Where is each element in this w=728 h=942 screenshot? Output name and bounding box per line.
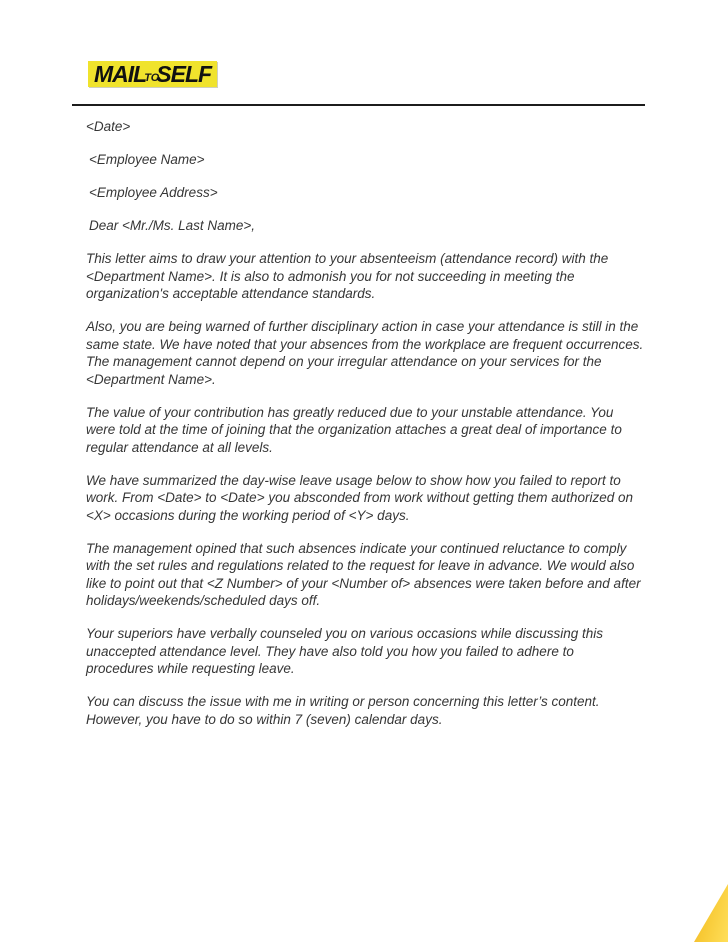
logo-word-mail: MAIL xyxy=(94,60,147,87)
logo-word-self: SELF xyxy=(156,60,212,87)
employee-name-placeholder: <Employee Name> xyxy=(89,152,205,167)
logo-word-to: TO xyxy=(144,71,160,84)
corner-ribbon-decoration xyxy=(694,884,728,942)
paragraph-absenteeism-notice: This letter aims to draw your attention to your absenteeism (attendance record) with the <Department Name>. It is also to admonish you for not succeeding in meeting the organization's acceptable attendance standards. xyxy=(86,251,609,301)
paragraph-leave-usage-summary: We have summarized the day-wise leave usage below to show how you failed to report to work. From <Date> to <Date> you absconded from work without getting them authorized on <X> occasions during the working period of <Y> days. xyxy=(86,472,634,523)
mail-to-self-logo xyxy=(88,61,217,87)
paragraph-management-opinion: The management opined that such absences indicate your continued reluctance to comply with the set rules and regulations related to the request for leave in advance. We would also like to point out that <Z Number> of your <Number of> absences were taken before and after holidays/weekends/scheduled days off. xyxy=(86,540,641,608)
paragraph-disciplinary-warning: Also, you are being warned of further disciplinary action in case your attendance is still in the same state. We have noted that your absences from the workplace are frequent occurrences. The management cannot depend on your irregular attendance on your services for the <Department Name>. xyxy=(86,319,644,387)
date-placeholder: <Date> xyxy=(86,119,131,134)
paragraph-contribution-value: The value of your contribution has greatly reduced due to your unstable attendance. You were told at the time of joining that the organization attaches a great deal of importance to regular attendance at all levels. xyxy=(86,404,622,455)
letter-body xyxy=(86,118,644,744)
paragraph-verbal-counseling: Your superiors have verbally counseled you on various occasions while discussing this unaccepted attendance level. They have also told you how you failed to adhere to procedures while requesting leave. xyxy=(86,626,604,676)
salutation-line: Dear <Mr./Ms. Last Name>, xyxy=(89,218,256,233)
paragraph-discussion-window: You can discuss the issue with me in writing or person concerning this letter’s content. However, you have to do so within 7 (seven) calendar days. xyxy=(86,694,600,727)
employee-address-placeholder: <Employee Address> xyxy=(89,185,218,200)
header-divider-line xyxy=(72,104,645,106)
